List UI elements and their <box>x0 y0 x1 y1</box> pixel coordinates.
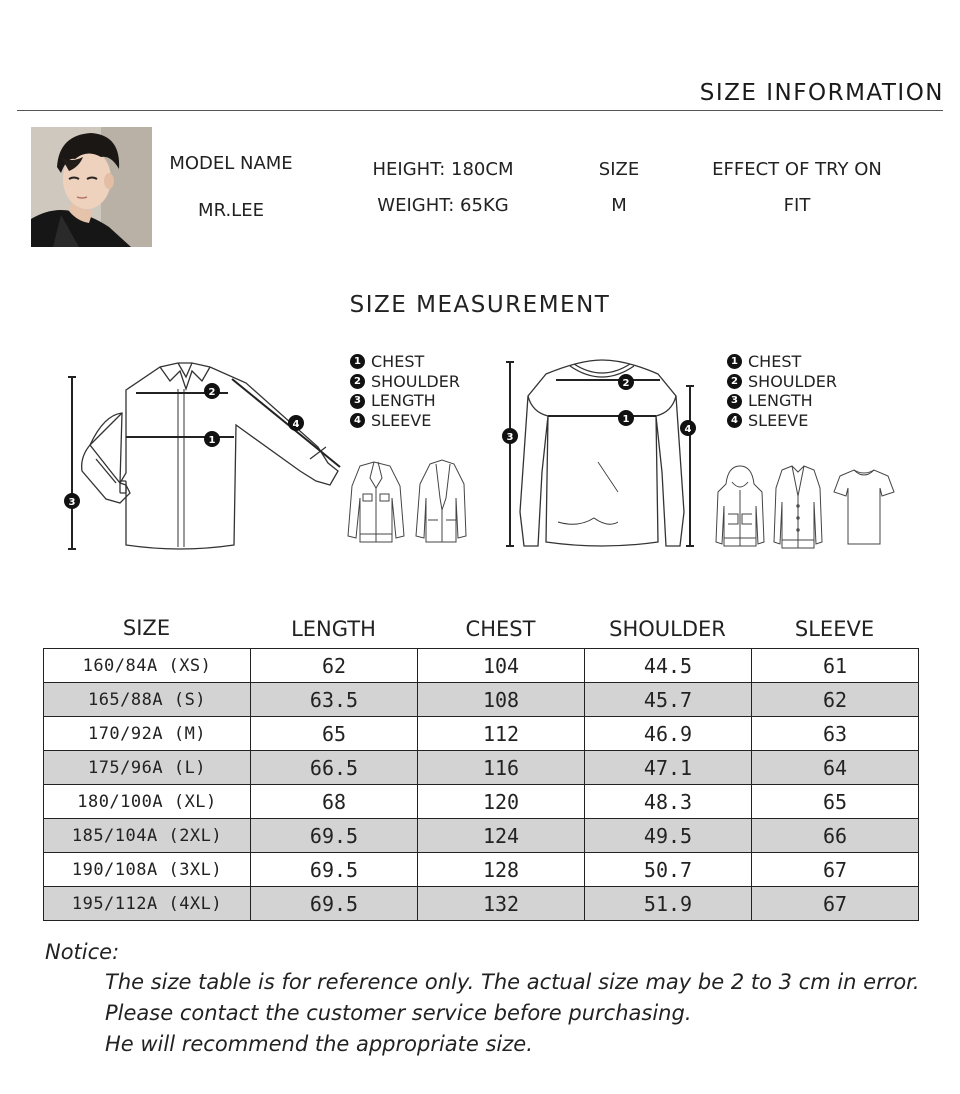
sleeve-cell: 65 <box>752 785 919 819</box>
size-table <box>43 648 919 921</box>
size-cell: 165/88A (S) <box>44 683 251 717</box>
hoodie-cardigan-tee-icons <box>712 462 897 552</box>
sleeve-cell: 67 <box>752 887 919 921</box>
svg-text:2: 2 <box>622 378 630 389</box>
number-3-icon: 3 <box>727 394 742 409</box>
table-header-sleeve: SLEEVE <box>794 617 875 641</box>
length-cell: 66.5 <box>251 751 418 785</box>
model-name-label: MODEL NAME <box>169 153 293 174</box>
chest-cell: 124 <box>418 819 585 853</box>
size-cell: 195/112A (4XL) <box>44 887 251 921</box>
shoulder-cell: 45.7 <box>585 683 752 717</box>
notice-title: Notice: <box>45 940 120 964</box>
try-on-effect-label: EFFECT OF TRY ON <box>712 159 882 180</box>
model-name-value: MR.LEE <box>198 200 264 221</box>
model-height: HEIGHT: 180CM <box>372 159 514 180</box>
legend-item-length <box>350 391 460 411</box>
table-row <box>44 887 919 921</box>
model-photo <box>31 127 152 247</box>
shoulder-cell: 47.1 <box>585 751 752 785</box>
length-cell: 68 <box>251 785 418 819</box>
sleeve-cell: 62 <box>752 683 919 717</box>
table-row <box>44 751 919 785</box>
length-cell: 65 <box>251 717 418 751</box>
legend-item-chest <box>727 352 837 372</box>
size-cell: 160/84A (XS) <box>44 649 251 683</box>
legend-item-shoulder <box>727 372 837 392</box>
number-4-icon: 4 <box>727 413 742 428</box>
length-cell: 69.5 <box>251 819 418 853</box>
shoulder-cell: 51.9 <box>585 887 752 921</box>
chest-cell: 120 <box>418 785 585 819</box>
legend-label: LENGTH <box>371 391 436 411</box>
length-cell: 62 <box>251 649 418 683</box>
table-header-length: LENGTH <box>291 617 376 641</box>
svg-text:1: 1 <box>622 414 630 425</box>
legend-item-shoulder <box>350 372 460 392</box>
svg-text:2: 2 <box>208 387 216 398</box>
chest-cell: 108 <box>418 683 585 717</box>
shirt-measurement-legend <box>350 352 460 431</box>
size-value: M <box>611 195 627 216</box>
legend-item-chest <box>350 352 460 372</box>
length-cell: 69.5 <box>251 853 418 887</box>
shoulder-cell: 46.9 <box>585 717 752 751</box>
shoulder-cell: 48.3 <box>585 785 752 819</box>
table-row <box>44 853 919 887</box>
legend-label: SLEEVE <box>371 411 432 431</box>
table-row <box>44 785 919 819</box>
table-header-shoulder: SHOULDER <box>609 617 726 641</box>
shirt-measurement-diagram <box>60 355 350 555</box>
sleeve-cell: 66 <box>752 819 919 853</box>
legend-label: SLEEVE <box>748 411 809 431</box>
sweater-measurement-legend <box>727 352 837 431</box>
number-2-icon: 2 <box>727 374 742 389</box>
chest-cell: 128 <box>418 853 585 887</box>
size-measurement-title: SIZE MEASUREMENT <box>349 292 611 318</box>
chest-cell: 132 <box>418 887 585 921</box>
notice-line: The size table is for reference only. The actual size may be 2 to 3 cm in error. <box>105 970 920 994</box>
table-row <box>44 649 919 683</box>
shoulder-cell: 50.7 <box>585 853 752 887</box>
table-header-chest: CHEST <box>465 617 536 641</box>
chest-cell: 104 <box>418 649 585 683</box>
model-weight: WEIGHT: 65KG <box>377 195 509 216</box>
legend-label: SHOULDER <box>371 371 460 391</box>
legend-item-length <box>727 391 837 411</box>
legend-label: SHOULDER <box>748 371 837 391</box>
notice-line: Please contact the customer service before purchasing. <box>105 1001 692 1025</box>
chest-cell: 116 <box>418 751 585 785</box>
try-on-effect-value: FIT <box>783 195 811 216</box>
length-cell: 69.5 <box>251 887 418 921</box>
size-cell: 175/96A (L) <box>44 751 251 785</box>
legend-label: CHEST <box>748 352 802 371</box>
number-3-icon: 3 <box>350 394 365 409</box>
svg-text:1: 1 <box>208 435 216 446</box>
size-information-title: SIZE INFORMATION <box>699 80 944 106</box>
size-label: SIZE <box>598 159 640 180</box>
svg-text:3: 3 <box>68 497 76 508</box>
sweater-measurement-diagram <box>498 352 703 552</box>
svg-text:4: 4 <box>292 419 300 430</box>
sleeve-cell: 61 <box>752 649 919 683</box>
legend-label: LENGTH <box>748 391 813 411</box>
length-cell: 63.5 <box>251 683 418 717</box>
table-row <box>44 683 919 717</box>
legend-label: CHEST <box>371 352 425 371</box>
number-4-icon: 4 <box>350 413 365 428</box>
number-1-icon: 1 <box>350 354 365 369</box>
sleeve-cell: 64 <box>752 751 919 785</box>
shoulder-cell: 49.5 <box>585 819 752 853</box>
table-row <box>44 717 919 751</box>
table-header-size: SIZE <box>122 616 171 640</box>
legend-item-sleeve <box>350 411 460 431</box>
sleeve-cell: 67 <box>752 853 919 887</box>
legend-item-sleeve <box>727 411 837 431</box>
shoulder-cell: 44.5 <box>585 649 752 683</box>
chest-cell: 112 <box>418 717 585 751</box>
number-2-icon: 2 <box>350 374 365 389</box>
size-cell: 170/92A (M) <box>44 717 251 751</box>
model-portrait-image <box>31 127 152 247</box>
svg-text:3: 3 <box>506 432 514 443</box>
size-cell: 180/100A (XL) <box>44 785 251 819</box>
jacket-blazer-icons <box>340 458 475 548</box>
size-cell: 185/104A (2XL) <box>44 819 251 853</box>
number-1-icon: 1 <box>727 354 742 369</box>
sleeve-cell: 63 <box>752 717 919 751</box>
table-row <box>44 819 919 853</box>
notice-line: He will recommend the appropriate size. <box>105 1032 533 1056</box>
svg-text:4: 4 <box>684 424 692 435</box>
size-cell: 190/108A (3XL) <box>44 853 251 887</box>
header-divider <box>17 110 943 111</box>
